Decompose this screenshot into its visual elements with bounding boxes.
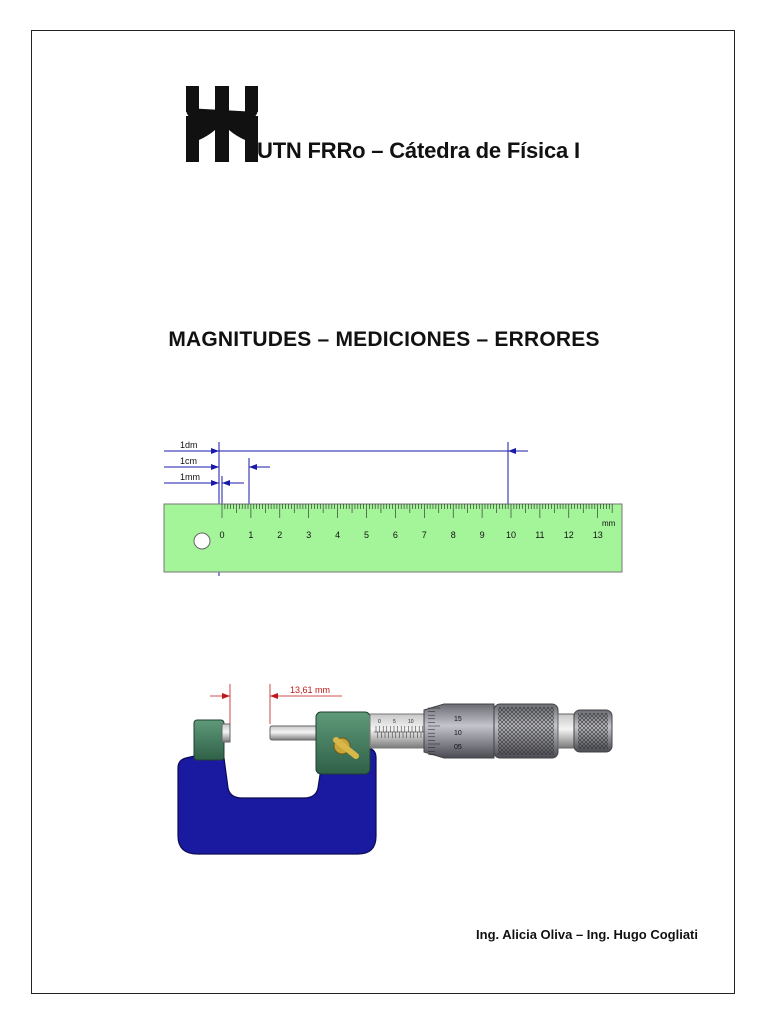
spindle — [270, 726, 320, 740]
measurement-label: 13,61 mm — [290, 685, 331, 695]
label-1mm: 1mm — [180, 472, 200, 482]
ruler-number: 8 — [450, 530, 456, 540]
sleeve-number: 5 — [393, 719, 396, 725]
institution-title: UTN FRRo – Cátedra de Física I — [257, 138, 580, 163]
ruler-number: 11 — [535, 530, 545, 540]
label-1cm: 1cm — [180, 456, 198, 466]
anvil-face — [222, 724, 230, 742]
ruler-number: 0 — [219, 530, 225, 540]
thimble-number: 05 — [454, 744, 462, 751]
ruler-number: 9 — [479, 530, 485, 540]
ruler-figure — [160, 436, 630, 578]
ruler-number: 5 — [363, 530, 370, 540]
ruler-hole — [194, 533, 210, 549]
thimble-numbers — [454, 716, 462, 751]
ruler-number: 10 — [505, 530, 517, 540]
anvil-block — [194, 720, 224, 760]
ruler-number: 6 — [392, 530, 398, 540]
ruler-number: 7 — [421, 530, 427, 540]
thimble-number: 15 — [454, 716, 462, 723]
ruler-number: 12 — [563, 530, 574, 540]
document-title: MAGNITUDES – MEDICIONES – ERRORES — [168, 328, 600, 351]
label-1dm: 1dm — [180, 440, 198, 450]
utn-logo-icon — [186, 86, 258, 162]
sleeve-number: 0 — [378, 719, 381, 725]
ruler-number: 4 — [335, 530, 341, 540]
ratchet-neck — [558, 714, 574, 748]
ruler-unit: mm — [602, 519, 616, 528]
sleeve-number: 10 — [408, 719, 414, 725]
thimble-number: 10 — [454, 730, 462, 737]
ruler-number: 3 — [306, 530, 312, 540]
ruler-number: 2 — [277, 530, 283, 540]
authors: Ing. Alicia Oliva – Ing. Hugo Cogliati — [476, 927, 698, 942]
ruler-number: 1 — [248, 530, 254, 540]
micrometer-figure — [172, 676, 622, 858]
ruler-number: 13 — [592, 530, 603, 540]
